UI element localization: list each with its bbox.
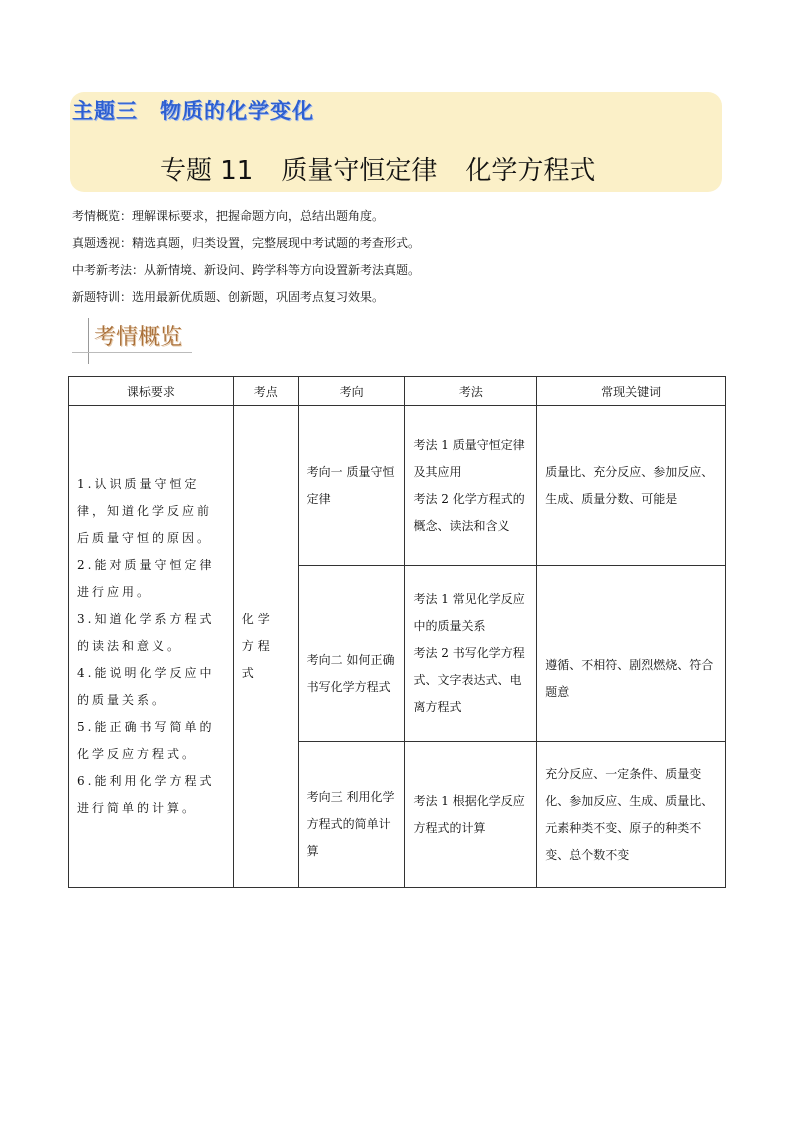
keywords-cell: 充分反应、一定条件、质量变化、参加反应、生成、质量比、元素种类不变、原子的种类不变、总个数不变 <box>537 742 726 888</box>
overview-table <box>68 376 726 888</box>
requirement-item: 6.能利用化学方程式进行简单的计算。 <box>77 774 215 815</box>
requirements-cell <box>69 406 234 888</box>
requirement-item: 5.能正确书写简单的化学反应方程式。 <box>77 720 215 761</box>
intro-line-3: 中考新考法：从新情境、新设问、跨学科等方向设置新考法真题。 <box>72 263 421 277</box>
kaodian-cell: 化学方程式 <box>233 406 298 888</box>
method-item: 考法 2 化学方程式的概念、读法和含义 <box>413 491 525 533</box>
intro-line-2: 真题透视：精选真题，归类设置，完整展现中考试题的考查形式。 <box>72 236 421 250</box>
page-title <box>160 150 595 187</box>
title-part-2: 化学方程式 <box>465 156 596 186</box>
method-item: 考法 1 常见化学反应中的质量关系 <box>413 592 525 633</box>
table-row <box>69 406 726 566</box>
direction-cell: 考向一 质量守恒定律 <box>298 406 405 566</box>
topic-name: 物质的化学变化 <box>160 99 314 123</box>
topic-label: 主题三 <box>72 99 138 123</box>
direction-cell: 考向三 利用化学方程式的简单计算 <box>298 742 405 888</box>
method-item: 考法 1 质量守恒定律及其应用 <box>413 437 525 479</box>
keywords-cell: 质量比、充分反应、参加反应、生成、质量分数、可能是 <box>537 406 726 566</box>
title-part-1: 质量守恒定律 <box>281 156 438 186</box>
direction-cell: 考向二 如何正确书写化学方程式 <box>298 566 405 742</box>
requirement-item: 3.知道化学系方程式的读法和意义。 <box>77 612 215 653</box>
header-method: 考法 <box>405 377 537 406</box>
requirement-item: 4.能说明化学反应中的质量关系。 <box>77 666 215 707</box>
section-horizontal-rule <box>72 352 192 353</box>
section-heading <box>72 318 212 368</box>
intro-list <box>72 203 420 311</box>
header-direction: 考向 <box>298 377 405 406</box>
method-item: 考法 2 书写化学方程式、文字表达式、电离方程式 <box>413 646 525 714</box>
intro-line-4: 新题特训：选用最新优质题、创新题，巩固考点复习效果。 <box>72 290 385 304</box>
section-vertical-rule <box>88 318 89 364</box>
keywords-cell: 遵循、不相符、剧烈燃烧、符合题意 <box>537 566 726 742</box>
requirement-item: 1.认识质量守恒定律，知道化学反应前后质量守恒的原因。 <box>77 477 213 545</box>
method-cell <box>405 566 537 742</box>
intro-line-1: 考情概览：理解课标要求，把握命题方向，总结出题角度。 <box>72 209 385 223</box>
special-label: 专题 11 <box>160 156 254 186</box>
header-requirements: 课标要求 <box>69 377 234 406</box>
method-item: 考法 1 根据化学反应方程式的计算 <box>413 793 525 835</box>
section-title: 考情概览 <box>94 325 183 350</box>
method-cell <box>405 406 537 566</box>
header-kaodian: 考点 <box>233 377 298 406</box>
requirement-item: 2.能对质量守恒定律进行应用。 <box>77 558 215 599</box>
table-header-row <box>69 377 726 406</box>
method-cell <box>405 742 537 888</box>
topic-heading <box>72 95 314 125</box>
header-keywords: 常现关键词 <box>537 377 726 406</box>
